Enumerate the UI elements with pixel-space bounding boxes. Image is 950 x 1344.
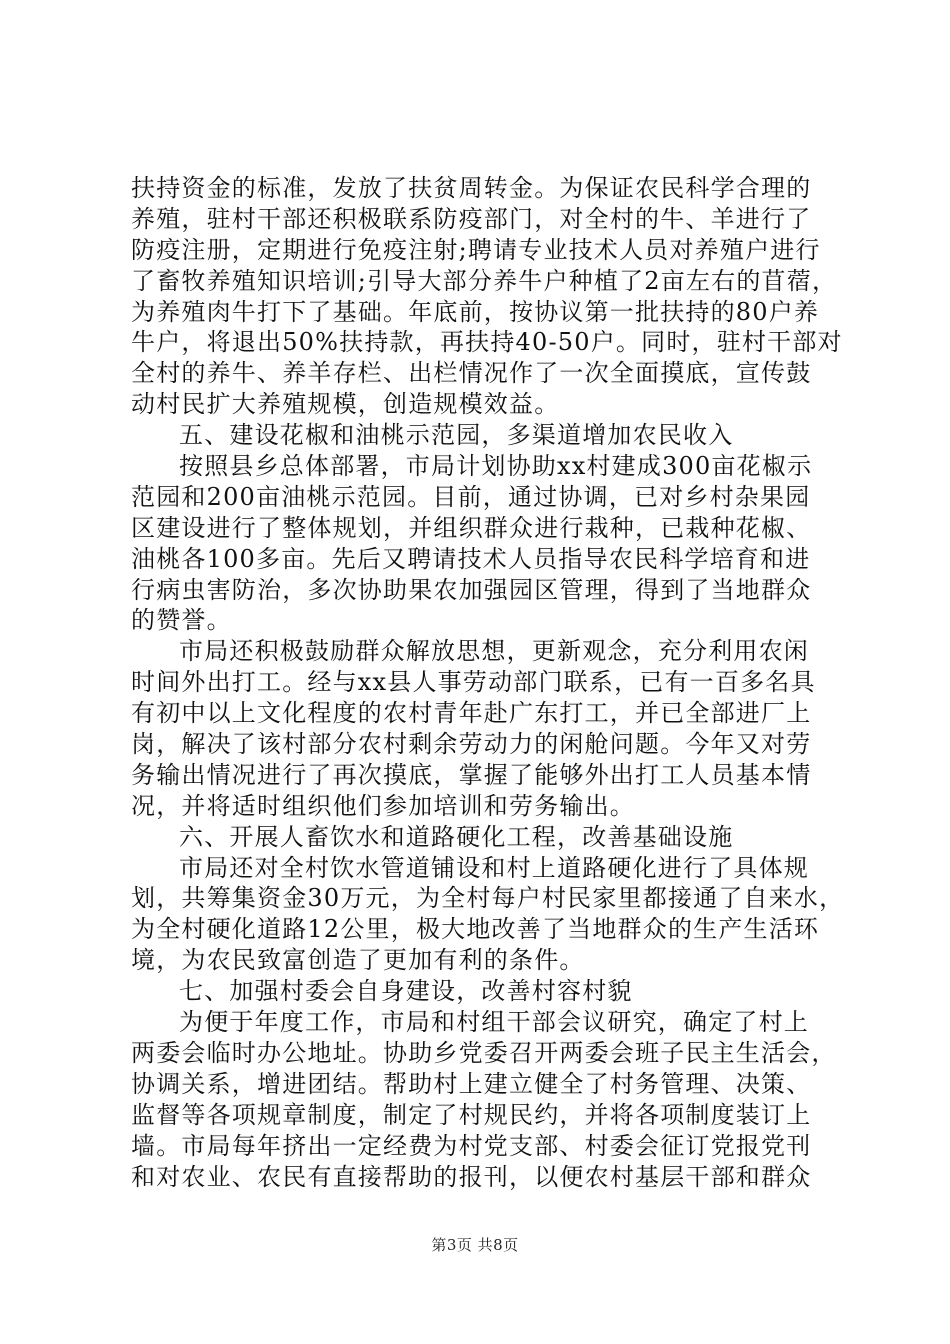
text-line: 动村民扩大养殖规模，创造规模效益。: [131, 390, 560, 419]
text-line: 牛户，将退出50%扶持款，再扶持40-50户。同时，驻村干部对: [131, 328, 843, 357]
text-line: 有初中以上文化程度的农村青年赴广东打工，并已全部进厂上: [131, 699, 812, 728]
text-line: 务输出情况进行了再次摸底，掌握了能够外出打工人员基本情: [131, 760, 812, 789]
text-line: 的赞誉。: [131, 606, 232, 635]
text-line: 境，为农民致富创造了更加有利的条件。: [131, 946, 585, 975]
document-body: [131, 173, 845, 1192]
text-line: 范园和200亩油桃示范园。目前，通过协调，已对乡村杂果园: [131, 482, 811, 511]
text-line: 五、建设花椒和油桃示范园，多渠道增加农民收入: [179, 421, 734, 450]
text-line: 为便于年度工作，市局和村组干部会议研究，确定了村上: [179, 1008, 809, 1037]
text-line: 区建设进行了整体规划，并组织群众进行栽种，已栽种花椒、: [131, 513, 812, 542]
text-line: 养殖，驻村干部还积极联系防疫部门，对全村的牛、羊进行了: [131, 204, 812, 233]
text-line: 协调关系，增进团结。帮助村上建立健全了村务管理、决策、: [131, 1069, 812, 1098]
text-line: 行病虫害防治，多次协助果农加强园区管理，得到了当地群众: [131, 575, 812, 604]
text-line: 墙。市局每年挤出一定经费为村党支部、村委会征订党报党刊: [131, 1131, 812, 1160]
text-line: 市局还对全村饮水管道铺设和村上道路硬化进行了具体规: [179, 853, 809, 882]
text-line: 扶持资金的标准，发放了扶贫周转金。为保证农民科学合理的: [131, 174, 812, 202]
text-line: 划，共筹集资金30万元，为全村每户村民家里都接通了自来水，: [131, 884, 845, 913]
text-line: 防疫注册，定期进行免疫注射;聘请专业技术人员对养殖户进行: [131, 235, 821, 264]
text-line: 了畜牧养殖知识培训;引导大部分养牛户种植了2亩左右的苜蓿，: [131, 266, 838, 295]
text-line: 七、加强村委会自身建设，改善村容村貌: [179, 977, 633, 1006]
text-line: 按照县乡总体部署，市局计划协助xx村建成300亩花椒示: [179, 452, 813, 481]
text-line: 监督等各项规章制度，制定了村规民约，并将各项制度装订上: [131, 1100, 812, 1129]
text-line: 时间外出打工。经与xx县人事劳动部门联系，已有一百多名具: [131, 668, 816, 697]
text-line: 市局还积极鼓励群众解放思想，更新观念，充分利用农闲: [179, 637, 809, 666]
page-number-footer: 第3页 共8页: [431, 1236, 519, 1254]
text-line: 岗，解决了该村部分农村剩余劳动力的闲舱问题。今年又对劳: [131, 730, 812, 759]
text-line: 为全村硬化道路12公里，极大地改善了当地群众的生产生活环: [131, 915, 820, 944]
text-line: 六、开展人畜饮水和道路硬化工程，改善基础设施: [179, 822, 734, 851]
text-line: 全村的养牛、养羊存栏、出栏情况作了一次全面摸底，宣传鼓: [131, 359, 812, 388]
text-line: 为养殖肉牛打下了基础。年底前，按协议第一批扶持的80户养: [131, 297, 820, 326]
text-line: 况，并将适时组织他们参加培训和劳务输出。: [131, 791, 635, 820]
text-line: 两委会临时办公地址。协助乡党委召开两委会班子民主生活会，: [131, 1038, 837, 1067]
text-line: 和对农业、农民有直接帮助的报刊，以便农村基层干部和群众: [131, 1162, 812, 1191]
text-line: 油桃各100多亩。先后又聘请技术人员指导农民科学培育和进: [131, 544, 811, 573]
